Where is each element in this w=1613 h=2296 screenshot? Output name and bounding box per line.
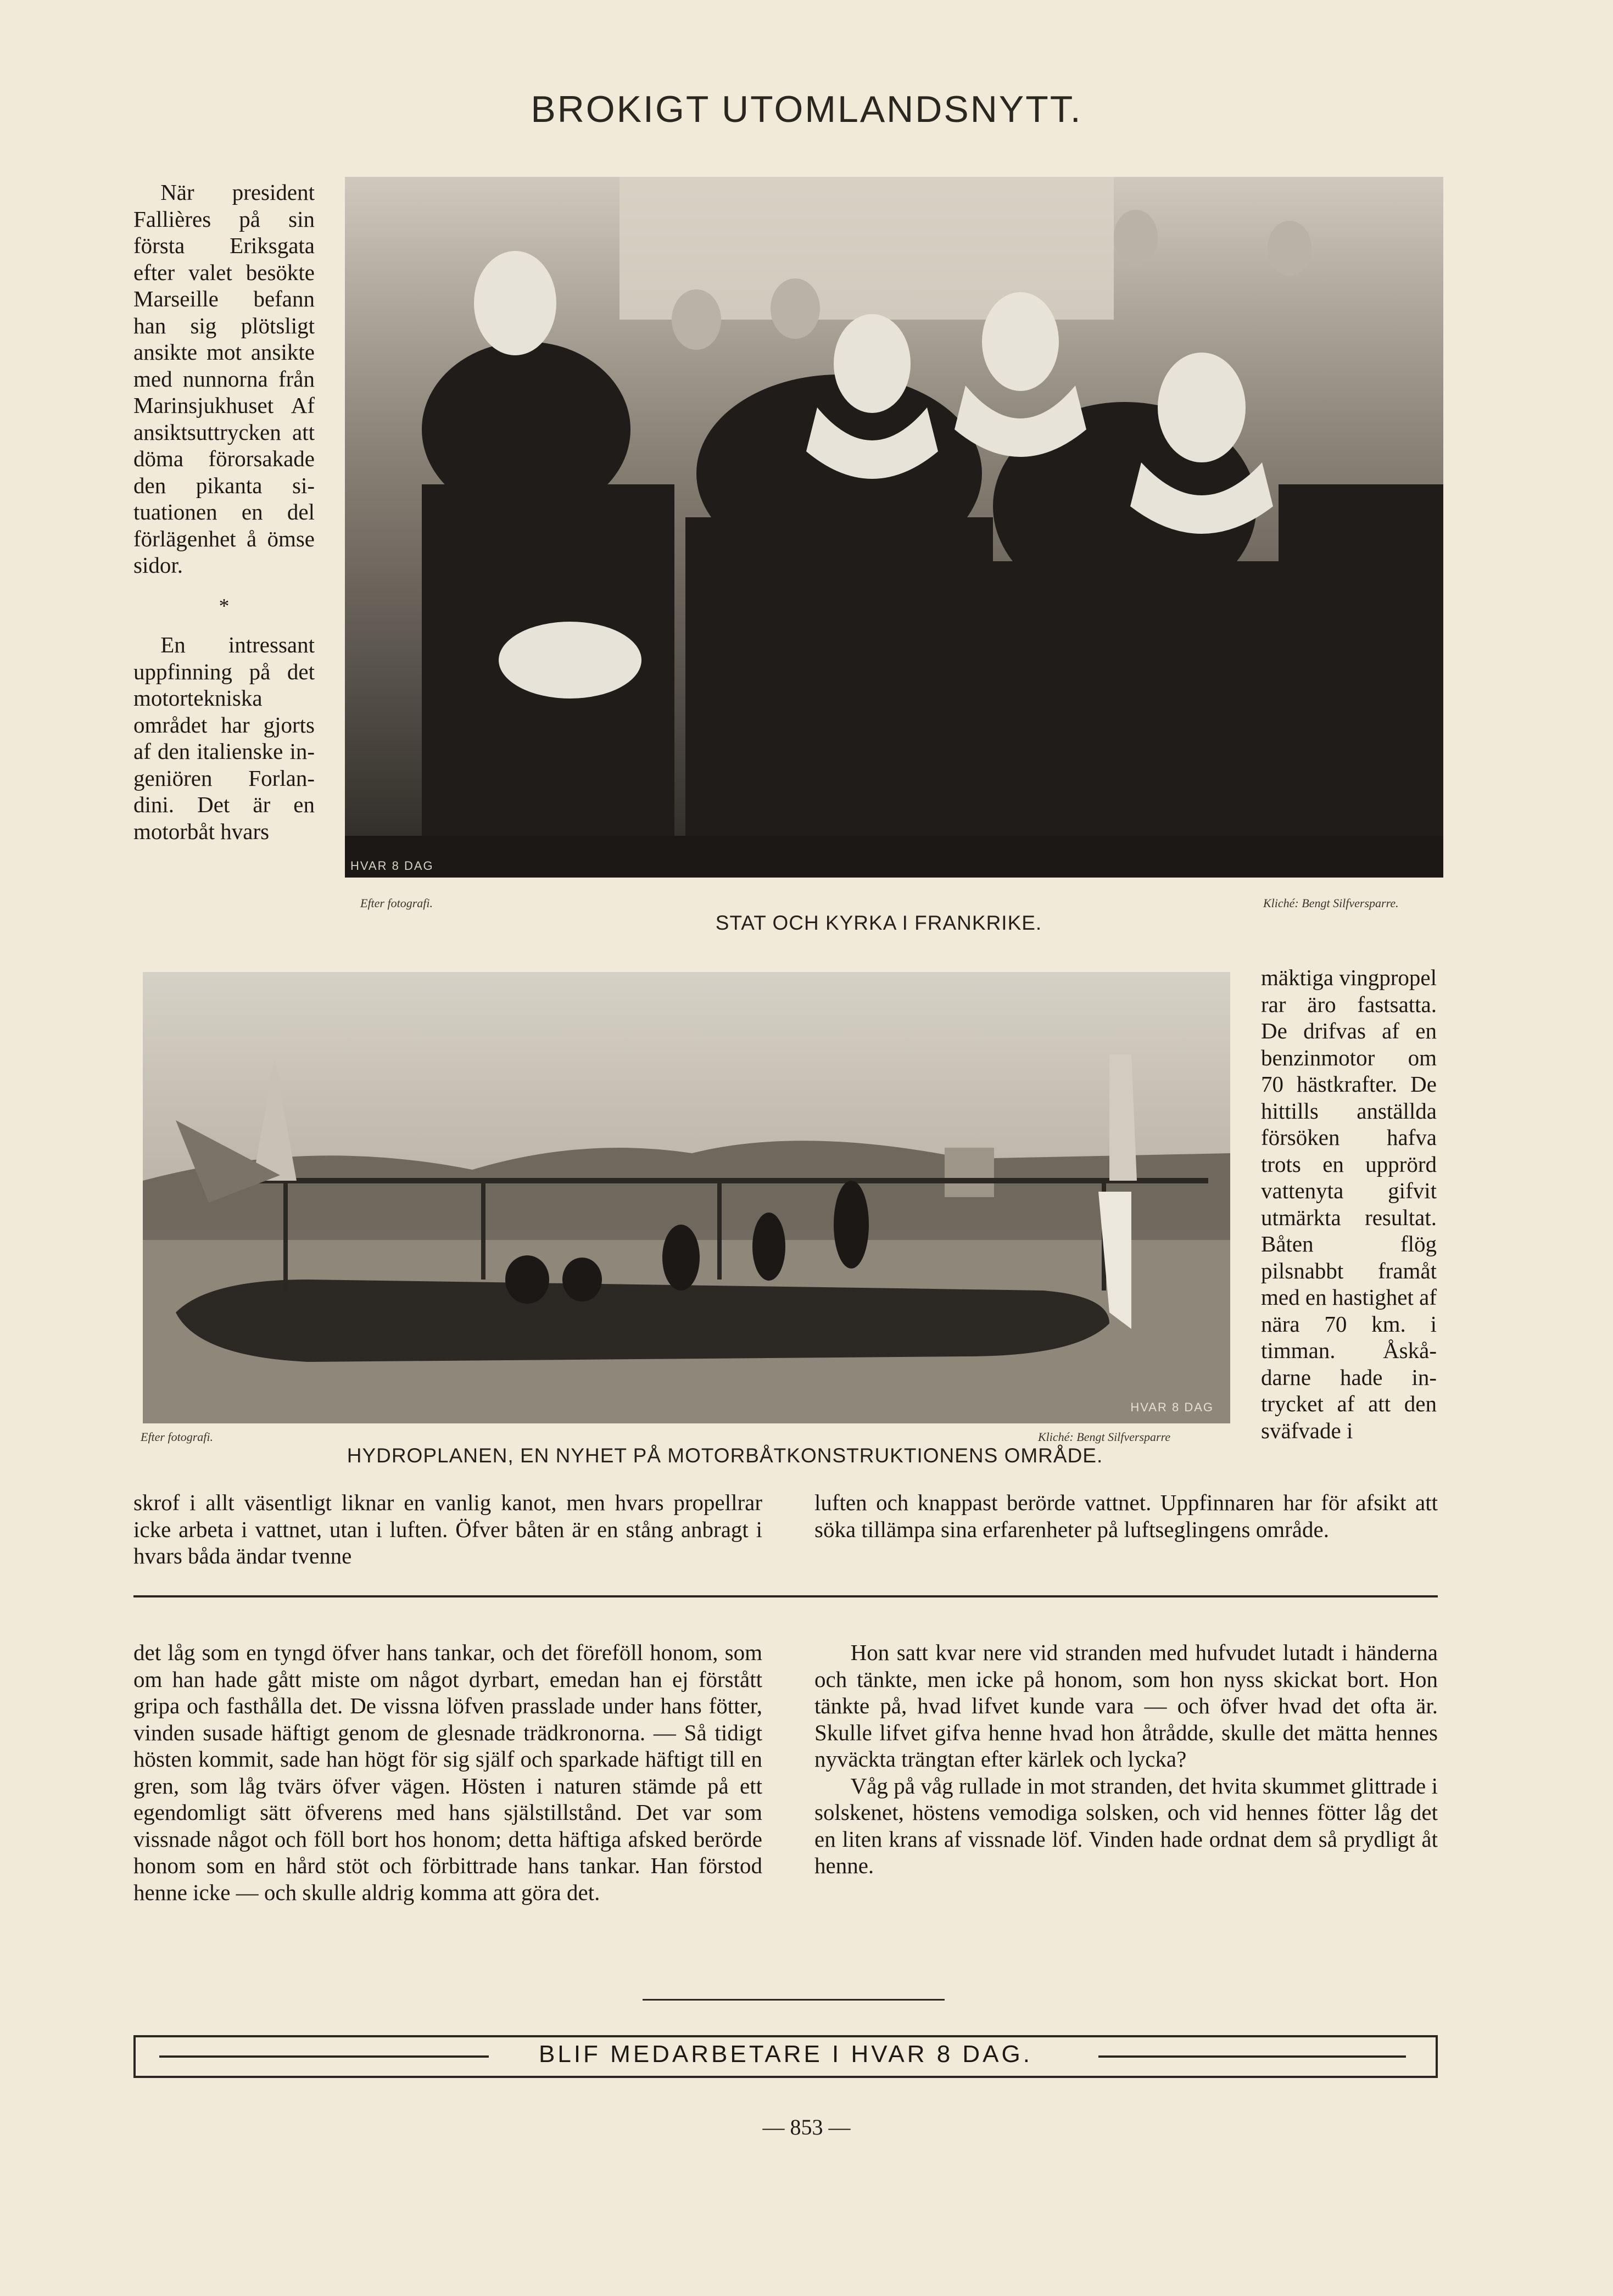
continuation-right: luften och knappast berörde vattnet. Uppfinnaren har för afsikt att söka tillämpa sina erfarenheter på luftseglingens område. <box>814 1490 1438 1542</box>
banner-text: BLIF MEDARBETARE I HVAR 8 DAG. <box>529 2041 1042 2068</box>
section-rule <box>133 1595 1438 1597</box>
photo-hydroplanen <box>143 972 1230 1423</box>
banner-text-wrap <box>133 2041 1438 2068</box>
photo-2-credit-left: Efter fotografi. <box>141 1430 213 1444</box>
photo-stat-och-kyrka-image <box>345 177 1443 878</box>
end-rule <box>643 1999 945 2001</box>
right-column: mäktiga vingpropel rar äro fastsatta. De drifvas af en benzinmotor om 70 hästkrafter. De hittills anställda försöken hafva trots en upprörd vattenyta gifvit utmärkta resultat. Båten flög pilsnabbt framåt med en hastighet af nära 70 km. i timman. Åskådarne hade intrycket af att den sväfvade i <box>1261 965 1437 1443</box>
left-column <box>133 179 315 845</box>
story-right-paragraph-2: Våg på våg rullade in mot stranden, det hvita skummet glittrade i solskenet, höstens vemodiga solsken, och vid hennes fötter låg det en liten krans af vissnade löf. Vinden hade ordnat dem så prydligt åt henne. <box>814 1773 1438 1878</box>
story-right <box>814 1639 1438 1879</box>
photo-2-caption: HYDROPLANEN, EN NYHET PÅ MOTORBÅTKONSTRUKTIONENS OMRÅDE. <box>347 1444 1103 1467</box>
article-fallieres: När president Fallières på sin första Eriksgata efter valet besökte Marseille befann han sig plötsligt ansikte mot ansikte med nunnorna från Marinsjukhuset Af ansiktsuttrycken att döma förorsakade den pikanta situationen en del förlägenhet å ömse sidor. <box>133 180 315 578</box>
photo-2-watermark: HVAR 8 DAG <box>1130 1400 1214 1414</box>
photo-stat-och-kyrka <box>345 177 1443 878</box>
photo-hydroplanen-image <box>143 972 1230 1423</box>
section-separator: * <box>219 594 230 618</box>
story-right-paragraph-1: Hon satt kvar nere vid stranden med hufvudet lutadt i händerna och tänkte, men icke på honom, som hon nyss skickat bort. Hon tänkte på, hvad lifvet kunde vara — och öfver hvad det ofta är. Skulle lifvet gifva henne hvad hon åtrådde, skulle det mätta hennes nyväckta trängtan efter kärlek och lycka? <box>814 1640 1438 1772</box>
photo-1-credit-left: Efter fotografi. <box>360 896 433 910</box>
page-title: BROKIGT UTOMLANDSNYTT. <box>531 88 1082 130</box>
photo-1-credit-right: Kliché: Bengt Silfversparre. <box>1263 896 1399 910</box>
article-hydroplane-start: En intressant uppfinning på det motortekniska området har gjorts af den italienske ingeniören Forlandini. Det är en motorbåt hvars <box>133 632 315 844</box>
story-left: det låg som en tyngd öfver hans tankar, och det föreföll honom, som om han hade gått miste om något dyrbart, emedan han ej förstått gripa och fasthålla det. De vissna löfven prasslade under hans fötter, vinden susade häftigt genom de glesnade trädkronorna. — Så tidigt hösten kommit, sade han högt för sig själf och sparkade häftigt till en gren, som låg tvärs öfver vägen. Hösten i naturen stämde på ett egendomligt sätt öfverens med hans själstillstånd. Det var som vissnade något och föll bort hos honom; detta häftiga afsked berörde honom som en hård stöt och förbittrade hans tankar. Han förstod henne icke — och skulle aldrig komma att göra det. <box>133 1640 762 1905</box>
photo-1-caption: STAT OCH KYRKA I FRANKRIKE. <box>715 912 1042 934</box>
continuation-left: skrof i allt väsentligt liknar en vanlig kanot, men hvars propellrar icke arbeta i vattnet, utan i luften. Öfver båten är en stång anbragt i hvars båda ändar tvenne <box>133 1490 762 1568</box>
photo-1-watermark: HVAR 8 DAG <box>350 859 434 873</box>
photo-2-credit-right: Kliché: Bengt Silfversparre <box>1038 1430 1171 1444</box>
page-number: — 853 — <box>762 2115 851 2139</box>
